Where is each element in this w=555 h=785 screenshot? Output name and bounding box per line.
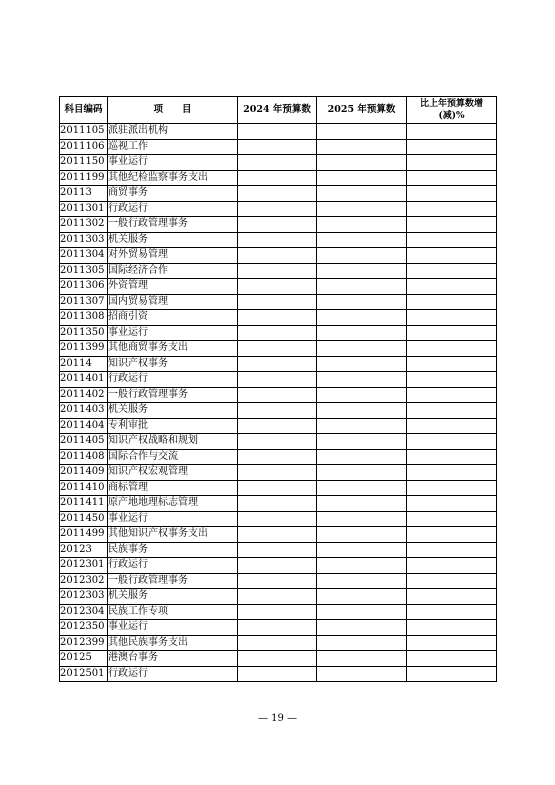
change-percent-cell [407, 232, 497, 248]
subject-code-cell: 2012301 [60, 558, 108, 574]
subject-code-cell: 2012304 [60, 604, 108, 620]
change-percent-cell [407, 465, 497, 481]
table-row [60, 604, 497, 620]
item-name-cell: 机关服务 [108, 589, 238, 605]
table-row [60, 465, 497, 481]
budget-2025-cell [317, 217, 407, 233]
budget-2025-cell [317, 186, 407, 202]
budget-2024-cell [238, 573, 317, 589]
subject-code-cell: 2011306 [60, 279, 108, 295]
change-percent-cell [407, 449, 497, 465]
header-item: 项 目 [108, 97, 238, 124]
item-name-cell: 机关服务 [108, 232, 238, 248]
change-percent-cell [407, 527, 497, 543]
budget-2024-cell [238, 620, 317, 636]
change-percent-cell [407, 263, 497, 279]
table-row [60, 263, 497, 279]
budget-2024-cell [238, 511, 317, 527]
change-percent-cell [407, 387, 497, 403]
subject-code-cell: 2011350 [60, 325, 108, 341]
budget-2025-cell [317, 279, 407, 295]
budget-2024-cell [238, 418, 317, 434]
budget-2024-cell [238, 248, 317, 264]
table-row [60, 480, 497, 496]
budget-2025-cell [317, 558, 407, 574]
subject-code-cell: 2011408 [60, 449, 108, 465]
subject-code-cell: 2011150 [60, 155, 108, 171]
change-percent-cell [407, 124, 497, 140]
header-2024-budget: 2024 年预算数 [238, 97, 317, 124]
table-row [60, 124, 497, 140]
change-percent-cell [407, 635, 497, 651]
subject-code-cell: 2012501 [60, 666, 108, 682]
table-row [60, 310, 497, 326]
item-name-cell: 派驻派出机构 [108, 124, 238, 140]
subject-code-cell: 2011301 [60, 201, 108, 217]
table-row [60, 496, 497, 512]
budget-2024-cell [238, 387, 317, 403]
table-row [60, 356, 497, 372]
item-name-cell: 行政运行 [108, 201, 238, 217]
budget-2024-cell [238, 263, 317, 279]
item-name-cell: 一般行政管理事务 [108, 387, 238, 403]
item-name-cell: 民族事务 [108, 542, 238, 558]
budget-2024-cell [238, 155, 317, 171]
table-row [60, 418, 497, 434]
budget-2024-cell [238, 325, 317, 341]
subject-code-cell: 20114 [60, 356, 108, 372]
change-percent-cell [407, 139, 497, 155]
item-name-cell: 其他知识产权事务支出 [108, 527, 238, 543]
change-percent-cell [407, 620, 497, 636]
table-row [60, 635, 497, 651]
change-percent-cell [407, 310, 497, 326]
subject-code-cell: 20113 [60, 186, 108, 202]
item-name-cell: 港澳台事务 [108, 651, 238, 667]
table-row [60, 372, 497, 388]
change-percent-cell [407, 356, 497, 372]
subject-code-cell: 2011403 [60, 403, 108, 419]
change-percent-cell [407, 186, 497, 202]
table-row [60, 170, 497, 186]
table-row [60, 511, 497, 527]
subject-code-cell: 2011308 [60, 310, 108, 326]
budget-2024-cell [238, 496, 317, 512]
budget-2025-cell [317, 651, 407, 667]
header-change-percent: 比上年预算数增(减)% [407, 97, 497, 124]
subject-code-cell: 2011401 [60, 372, 108, 388]
budget-2024-cell [238, 310, 317, 326]
item-name-cell: 知识产权宏观管理 [108, 465, 238, 481]
table-row [60, 573, 497, 589]
subject-code-cell: 2011304 [60, 248, 108, 264]
budget-2025-cell [317, 573, 407, 589]
budget-2024-cell [238, 232, 317, 248]
subject-code-cell: 2011409 [60, 465, 108, 481]
page-number: — 19 — [257, 713, 298, 724]
table-row [60, 139, 497, 155]
item-name-cell: 其他纪检监察事务支出 [108, 170, 238, 186]
budget-2024-cell [238, 589, 317, 605]
budget-2025-cell [317, 480, 407, 496]
budget-2024-cell [238, 558, 317, 574]
change-percent-cell [407, 573, 497, 589]
item-name-cell: 一般行政管理事务 [108, 573, 238, 589]
table-row [60, 666, 497, 682]
subject-code-cell: 2012399 [60, 635, 108, 651]
item-name-cell: 事业运行 [108, 511, 238, 527]
table-row [60, 155, 497, 171]
table-body [60, 124, 497, 682]
subject-code-cell: 2011411 [60, 496, 108, 512]
budget-2024-cell [238, 372, 317, 388]
budget-2025-cell [317, 465, 407, 481]
budget-2025-cell [317, 542, 407, 558]
change-percent-cell [407, 403, 497, 419]
item-name-cell: 行政运行 [108, 666, 238, 682]
budget-2025-cell [317, 666, 407, 682]
budget-2024-cell [238, 170, 317, 186]
change-percent-cell [407, 155, 497, 171]
subject-code-cell: 2011307 [60, 294, 108, 310]
budget-2024-cell [238, 403, 317, 419]
subject-code-cell: 20123 [60, 542, 108, 558]
table-row [60, 341, 497, 357]
budget-2025-cell [317, 434, 407, 450]
budget-2025-cell [317, 449, 407, 465]
budget-2024-cell [238, 139, 317, 155]
budget-2024-cell [238, 201, 317, 217]
change-percent-cell [407, 294, 497, 310]
budget-2024-cell [238, 124, 317, 140]
item-name-cell: 其他商贸事务支出 [108, 341, 238, 357]
table-row [60, 542, 497, 558]
table-row [60, 558, 497, 574]
subject-code-cell: 2011410 [60, 480, 108, 496]
item-name-cell: 民族工作专项 [108, 604, 238, 620]
item-name-cell: 外资管理 [108, 279, 238, 295]
budget-2025-cell [317, 170, 407, 186]
table-row [60, 449, 497, 465]
subject-code-cell: 2011399 [60, 341, 108, 357]
subject-code-cell: 2011105 [60, 124, 108, 140]
subject-code-cell: 2012350 [60, 620, 108, 636]
budget-2025-cell [317, 527, 407, 543]
subject-code-cell: 2011199 [60, 170, 108, 186]
item-name-cell: 事业运行 [108, 155, 238, 171]
budget-2025-cell [317, 124, 407, 140]
item-name-cell: 国际合作与交流 [108, 449, 238, 465]
subject-code-cell: 2011402 [60, 387, 108, 403]
table-row [60, 434, 497, 450]
subject-code-cell: 2011305 [60, 263, 108, 279]
budget-2025-cell [317, 372, 407, 388]
budget-2024-cell [238, 635, 317, 651]
budget-2025-cell [317, 604, 407, 620]
item-name-cell: 巡视工作 [108, 139, 238, 155]
item-name-cell: 专利审批 [108, 418, 238, 434]
subject-code-cell: 20125 [60, 651, 108, 667]
table-row [60, 651, 497, 667]
budget-2025-cell [317, 232, 407, 248]
change-percent-cell [407, 325, 497, 341]
change-percent-cell [407, 542, 497, 558]
item-name-cell: 一般行政管理事务 [108, 217, 238, 233]
item-name-cell: 对外贸易管理 [108, 248, 238, 264]
budget-2025-cell [317, 496, 407, 512]
subject-code-cell: 2012302 [60, 573, 108, 589]
subject-code-cell: 2011404 [60, 418, 108, 434]
budget-2024-cell [238, 217, 317, 233]
table-row [60, 232, 497, 248]
item-name-cell: 事业运行 [108, 325, 238, 341]
table-header-row [60, 97, 497, 124]
budget-2025-cell [317, 155, 407, 171]
budget-2025-cell [317, 418, 407, 434]
budget-2024-cell [238, 294, 317, 310]
subject-code-cell: 2011499 [60, 527, 108, 543]
table-row [60, 217, 497, 233]
budget-2025-cell [317, 620, 407, 636]
budget-2024-cell [238, 666, 317, 682]
item-name-cell: 招商引资 [108, 310, 238, 326]
budget-2024-cell [238, 434, 317, 450]
item-name-cell: 知识产权战略和规划 [108, 434, 238, 450]
budget-2025-cell [317, 248, 407, 264]
item-name-cell: 商贸事务 [108, 186, 238, 202]
change-percent-cell [407, 279, 497, 295]
budget-2025-cell [317, 263, 407, 279]
budget-2025-cell [317, 387, 407, 403]
table-row [60, 186, 497, 202]
header-code: 科目编码 [60, 97, 108, 124]
table-row [60, 279, 497, 295]
header-2025-budget: 2025 年预算数 [317, 97, 407, 124]
subject-code-cell: 2011106 [60, 139, 108, 155]
change-percent-cell [407, 589, 497, 605]
item-name-cell: 知识产权事务 [108, 356, 238, 372]
table-row [60, 325, 497, 341]
budget-2024-cell [238, 480, 317, 496]
table-row [60, 294, 497, 310]
table-row [60, 589, 497, 605]
change-percent-cell [407, 666, 497, 682]
budget-2024-cell [238, 604, 317, 620]
change-percent-cell [407, 170, 497, 186]
change-percent-cell [407, 418, 497, 434]
table-row [60, 620, 497, 636]
change-percent-cell [407, 248, 497, 264]
item-name-cell: 原产地地理标志管理 [108, 496, 238, 512]
budget-2025-cell [317, 201, 407, 217]
budget-2024-cell [238, 542, 317, 558]
change-percent-cell [407, 217, 497, 233]
budget-2025-cell [317, 341, 407, 357]
change-percent-cell [407, 341, 497, 357]
budget-table [59, 96, 497, 682]
budget-2024-cell [238, 356, 317, 372]
item-name-cell: 国内贸易管理 [108, 294, 238, 310]
change-percent-cell [407, 372, 497, 388]
item-name-cell: 商标管理 [108, 480, 238, 496]
change-percent-cell [407, 604, 497, 620]
table-row [60, 248, 497, 264]
change-percent-cell [407, 434, 497, 450]
item-name-cell: 事业运行 [108, 620, 238, 636]
budget-2024-cell [238, 651, 317, 667]
budget-2025-cell [317, 325, 407, 341]
budget-2025-cell [317, 403, 407, 419]
item-name-cell: 机关服务 [108, 403, 238, 419]
item-name-cell: 行政运行 [108, 558, 238, 574]
subject-code-cell: 2011302 [60, 217, 108, 233]
budget-2024-cell [238, 341, 317, 357]
table-row [60, 403, 497, 419]
change-percent-cell [407, 651, 497, 667]
subject-code-cell: 2011405 [60, 434, 108, 450]
item-name-cell: 其他民族事务支出 [108, 635, 238, 651]
item-name-cell: 行政运行 [108, 372, 238, 388]
budget-2024-cell [238, 465, 317, 481]
change-percent-cell [407, 201, 497, 217]
subject-code-cell: 2011303 [60, 232, 108, 248]
subject-code-cell: 2011450 [60, 511, 108, 527]
change-percent-cell [407, 511, 497, 527]
subject-code-cell: 2012303 [60, 589, 108, 605]
budget-2025-cell [317, 356, 407, 372]
budget-2024-cell [238, 186, 317, 202]
table-row [60, 387, 497, 403]
table-row [60, 527, 497, 543]
change-percent-cell [407, 558, 497, 574]
budget-2024-cell [238, 527, 317, 543]
table-row [60, 201, 497, 217]
budget-2025-cell [317, 511, 407, 527]
budget-2025-cell [317, 294, 407, 310]
change-percent-cell [407, 496, 497, 512]
budget-2025-cell [317, 635, 407, 651]
budget-2025-cell [317, 589, 407, 605]
budget-2024-cell [238, 449, 317, 465]
budget-2024-cell [238, 279, 317, 295]
budget-2025-cell [317, 310, 407, 326]
item-name-cell: 国际经济合作 [108, 263, 238, 279]
change-percent-cell [407, 480, 497, 496]
budget-2025-cell [317, 139, 407, 155]
